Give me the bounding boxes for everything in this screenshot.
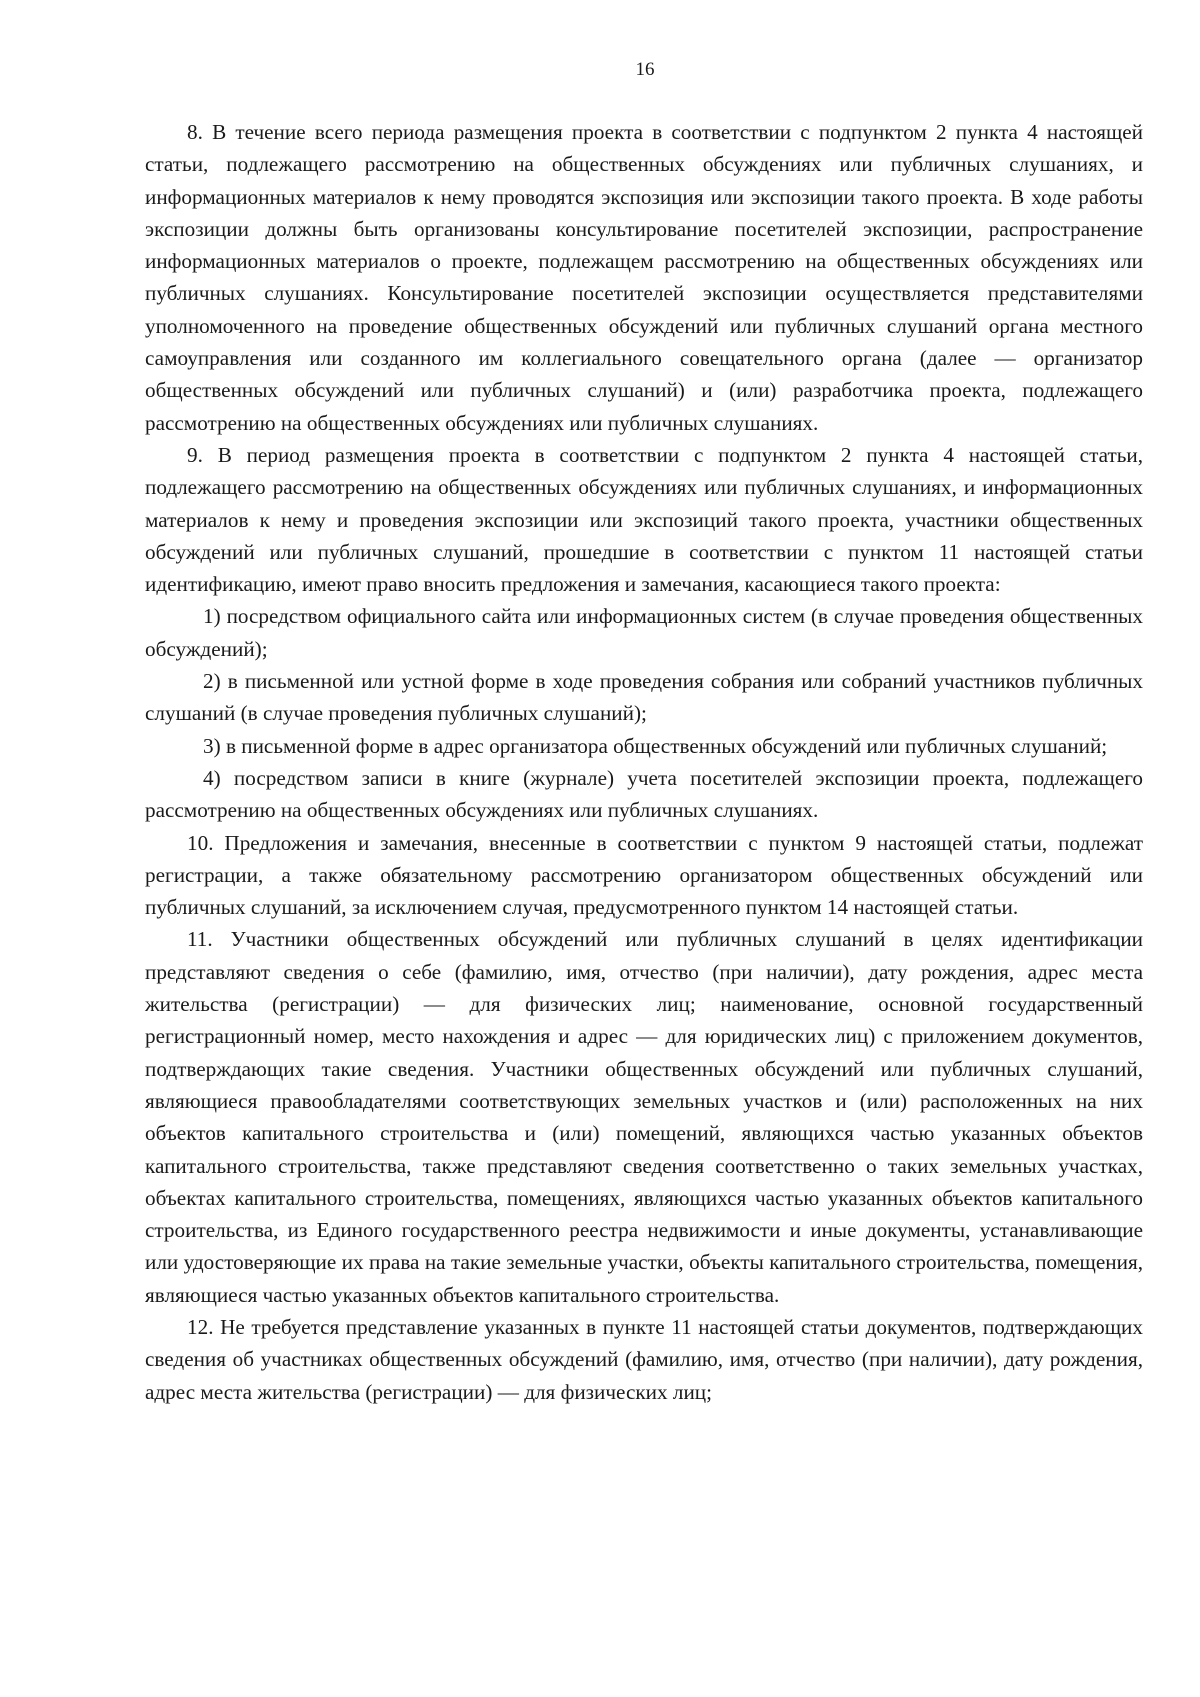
page-number: 16	[635, 59, 655, 80]
paragraph-clause-11: 11. Участники общественных обсуждений или публичных слушаний в целях идентификации представляют сведения о себе (фамилию, имя, отчество (при наличии), дату рождения, адрес места жительства (регистрации) — для физических лиц; наименование, основной государственный регистрационный номер, место нахождения и адрес — для юридических лиц) с приложением документов, подтверждающих такие сведения. Участники общественных обсуждений или публичных слушаний, являющиеся правообладателями соответствующих земельных участков и (или) расположенных на них объектов капитального строительства и (или) помещений, являющихся частью указанных объектов капитального строительства, также представляют сведения соответственно о таких земельных участках, объектах капитального строительства, помещениях, являющихся частью указанных объектов капитального строительства, из Единого государственного реестра недвижимости и иные документы, устанавливающие или удостоверяющие их права на такие земельные участки, объекты капитального строительства, помещения, являющиеся частью указанных объектов капитального строительства.	[145, 927, 1143, 1307]
paragraph-subitem-3: 3) в письменной форме в адрес организатора общественных обсуждений или публичных слушаний;	[203, 733, 1108, 758]
paragraph-subitem-4: 4) посредством записи в книге (журнале) учета посетителей экспозиции проекта, подлежащего рассмотрению на общественных обсуждениях или публичных слушаниях.	[145, 765, 1143, 823]
paragraph-clause-12: 12. Не требуется представление указанных в пункте 11 настоящей статьи документов, подтверждающих сведения об участниках общественных обсуждений (фамилию, имя, отчество (при наличии), дату рождения, адрес места жительства (регистрации) — для физических лиц;	[145, 1314, 1143, 1404]
document-body	[145, 116, 1143, 1408]
paragraph-clause-10: 10. Предложения и замечания, внесенные в соответствии с пунктом 9 настоящей статьи, подлежат регистрации, а также обязательному рассмотрению организатором общественных обсуждений или публичных слушаний, за исключением случая, предусмотренного пунктом 14 настоящей статьи.	[145, 830, 1143, 920]
paragraph-clause-9: 9. В период размещения проекта в соответствии с подпунктом 2 пункта 4 настоящей статьи, подлежащего рассмотрению на общественных обсуждениях или публичных слушаниях, и информационных материалов к нему и проведения экспозиции или экспозиций такого проекта, участники общественных обсуждений или публичных слушаний, прошедшие в соответствии с пунктом 11 настоящей статьи идентификацию, имеют право вносить предложения и замечания, касающиеся такого проекта:	[145, 442, 1143, 597]
paragraph-subitem-2: 2) в письменной или устной форме в ходе проведения собрания или собраний участников публичных слушаний (в случае проведения публичных слушаний);	[145, 669, 1143, 726]
paragraph-clause-8: 8. В течение всего периода размещения проекта в соответствии с подпунктом 2 пункта 4 настоящей статьи, подлежащего рассмотрению на общественных обсуждениях или публичных слушаниях, и информационных материалов к нему проводятся экспозиция или экспозиции такого проекта. В ходе работы экспозиции должны быть организованы консультирование посетителей экспозиции, распространение информационных материалов о проекте, подлежащем рассмотрению на общественных обсуждениях или публичных слушаниях. Консультирование посетителей экспозиции осуществляется представителями уполномоченного на проведение общественных обсуждений или публичных слушаний органа местного самоуправления или созданного им коллегиального совещательного органа (далее — организатор общественных обсуждений или публичных слушаний) и (или) разработчика проекта, подлежащего рассмотрению на общественных обсуждениях или публичных слушаниях.	[145, 120, 1143, 435]
paragraph-subitem-1: 1) посредством официального сайта или информационных систем (в случае проведения общественных обсуждений);	[145, 604, 1143, 661]
